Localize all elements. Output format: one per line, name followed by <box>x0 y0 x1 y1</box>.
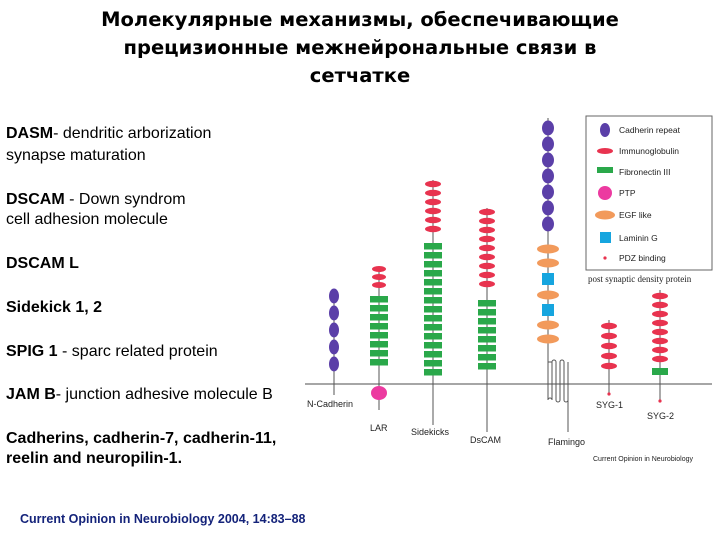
legend-laminin-swatch <box>600 232 611 243</box>
legend-ig: Immunoglobulin <box>619 146 680 156</box>
label-sidekicks: Sidekicks <box>411 427 450 437</box>
legend-ig-swatch <box>597 148 613 154</box>
legend-egf-swatch <box>595 211 615 220</box>
legend-ptp-swatch <box>598 186 612 200</box>
legend-cadherin-swatch <box>600 123 610 137</box>
label-ncadherin: N-Cadherin <box>307 399 354 409</box>
molecule-dscam <box>478 208 496 432</box>
legend-fn-swatch <box>597 167 613 173</box>
label-syg2: SYG-2 <box>647 411 675 421</box>
legend-pdz-swatch <box>603 256 606 259</box>
title-line-3: сетчатке <box>309 64 411 87</box>
citation: Current Opinion in Neurobiology 2004, 14:83–88 <box>20 512 306 526</box>
list-item: JAM B- junction adhesive molecule B <box>6 386 273 403</box>
molecule-ncadherin <box>329 289 339 396</box>
label-lar: LAR <box>370 423 388 433</box>
label-syg1: SYG-1 <box>596 400 624 410</box>
legend-box <box>586 116 712 270</box>
molecule-flamingo <box>537 118 568 432</box>
legend-note: post synaptic density protein <box>588 274 692 284</box>
molecule-sidekicks <box>424 180 442 425</box>
label-dscam: DsCAM <box>470 435 501 445</box>
molecule-syg2 <box>652 290 668 403</box>
legend-fn: Fibronectin III <box>619 167 671 177</box>
legend-cadherin: Cadherin repeat <box>619 125 680 135</box>
list-item: Sidekick 1, 2 <box>6 299 103 316</box>
list-item: SPIG 1 - sparc related protein <box>6 343 218 360</box>
label-flamingo: Flamingo <box>548 437 586 447</box>
list-item: synapse maturation <box>6 147 146 164</box>
list-item: Cadherins, cadherin-7, cadherin-11, <box>6 430 277 447</box>
list-item: DASM- dendritic arborization <box>6 125 212 142</box>
legend-egf: EGF like <box>619 210 652 220</box>
legend-pdz: PDZ binding <box>619 253 666 263</box>
legend-laminin: Laminin G <box>619 233 658 243</box>
title-line-2: прецизионные межнейрональные связи в <box>123 36 597 59</box>
legend-ptp: PTP <box>619 188 636 198</box>
list-item: reelin and neuropilin-1. <box>6 450 183 467</box>
molecule-lar <box>370 266 388 410</box>
figure-credit: Current Opinion in Neurobiology <box>593 456 693 463</box>
title-line-1: Молекулярные механизмы, обеспечивающие <box>101 8 619 31</box>
list-item: DSCAM - Down syndrom <box>6 191 186 208</box>
list-item: cell adhesion molecule <box>6 211 168 228</box>
list-item: DSCAM L <box>6 255 79 272</box>
